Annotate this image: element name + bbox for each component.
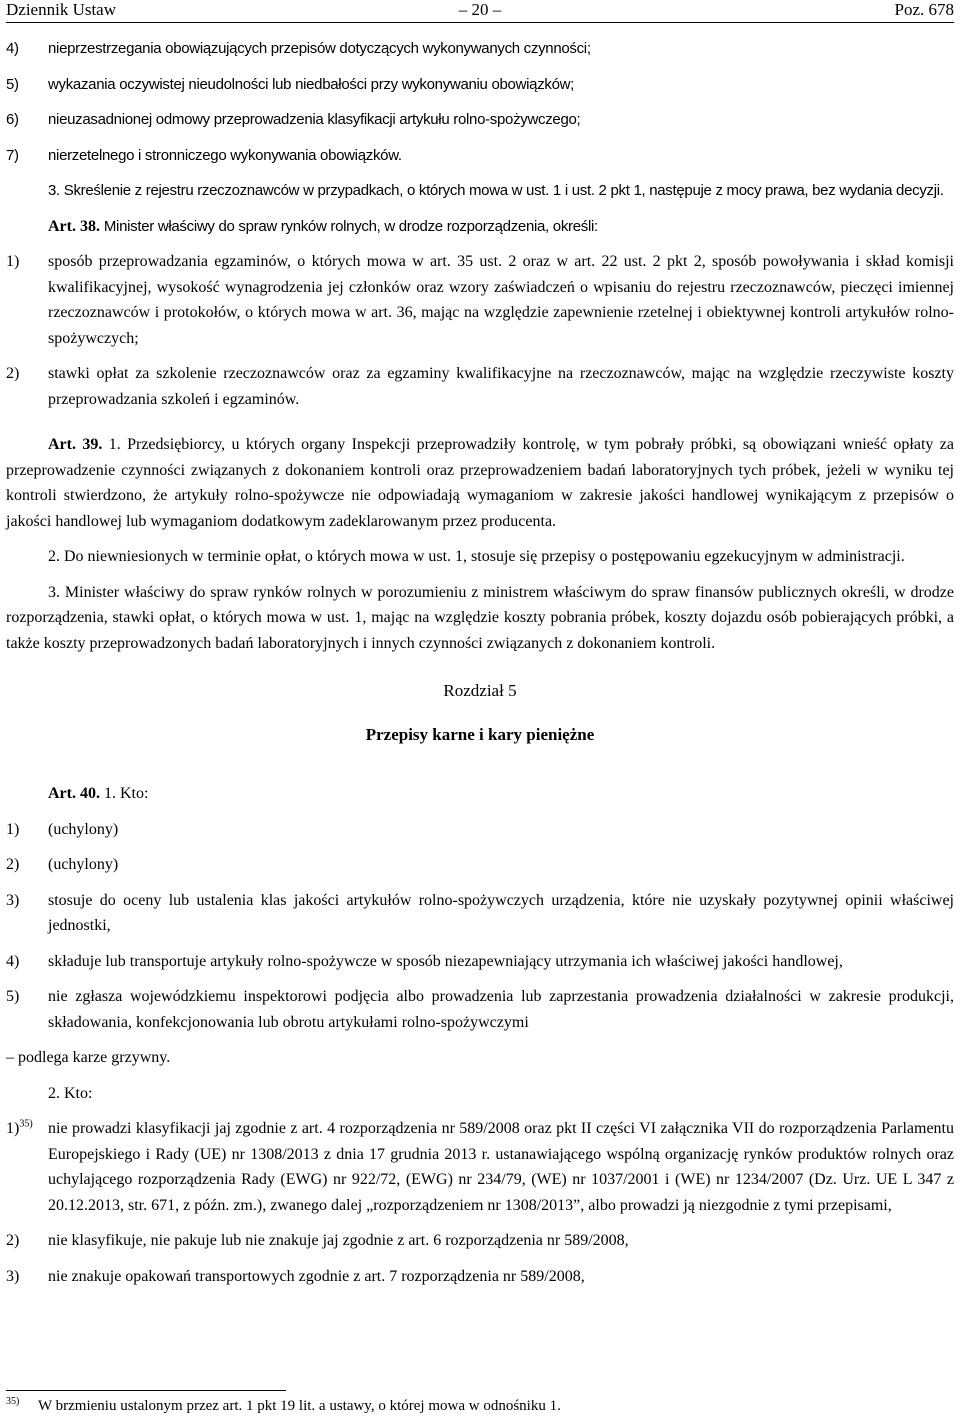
art37-paragraph-3: 3. Skreślenie z rejestru rzeczoznawców w przypadkach, o których mowa w ust. 1 i ust. 2 pkt 1, następuje z mocy prawa, bez wydania decyzji.	[48, 182, 944, 199]
chapter-number: Rozdział 5	[443, 681, 517, 700]
art39-paragraph-1: Art. 39. 1. Przedsiębiorcy, u których organy Inspekcji przeprowadziły kontrolę, w tym pobrały próbki, są obowiązani wnieść opłaty za przeprowadzenie czynności związanych z dokonaniem kontroli oraz przeprowadzeniem badań laboratoryjnych tych próbek, jeżeli w wyniku tej kontroli stwierdzono, że artykuły rolno-spożywcze nie odpowiadają wymaganiom w zakresie jakości handlowej wynikającym z przepisów o jakości handlowej lub wymaganiom dodatkowym zadeklarowanym przez producenta.	[6, 436, 955, 530]
footnote: 35) W brzmieniu ustalonym przez art. 1 pkt 19 lit. a ustawy, o której mowa w odnośniku 1.	[6, 1396, 954, 1416]
list-item: 6) nieuzasadnionej odmowy przeprowadzenia klasyfikacji artykułu rolno-spożywczego;	[6, 111, 581, 128]
list-item: 2) nie klasyfikuje, nie pakuje lub nie znakuje jaj zgodnie z art. 6 rozporządzenia nr 589/2008,	[6, 1232, 629, 1249]
list-item: 2) stawki opłat za szkolenie rzeczoznawców oraz za egzaminy kwalifikacyjne na rzeczoznawców, mając na względzie rzeczywiste koszty przeprowadzania szkoleń i egzaminów.	[6, 365, 954, 408]
list-item: 3) nie znakuje opakowań transportowych zgodnie z art. 7 rozporządzenia nr 589/2008,	[6, 1267, 585, 1285]
list-item: 4) nieprzestrzegania obowiązujących przepisów dotyczących wykonywanych czynności;	[6, 40, 591, 57]
position-number: Poz. 678	[894, 0, 954, 19]
penalty-clause: – podlega karze grzywny.	[6, 1049, 171, 1066]
journal-name: Dziennik Ustaw	[6, 0, 117, 19]
art40-paragraph-2-intro: 2. Kto:	[48, 1084, 93, 1102]
list-item: 1) (uchylony)	[6, 820, 119, 838]
art38-intro: Art. 38. Minister właściwy do spraw rynków rolnych, w drodze rozporządzenia, określi:	[48, 217, 598, 235]
list-item: 1) sposób przeprowadzania egzaminów, o których mowa w art. 35 ust. 2 oraz w art. 22 ust. 2 pkt 2, sposób powoływania i skład komisji kwalifikacyjnej, wysokość wynagrodzenia jej członków oraz wzory zaświadczeń o wpisaniu do rejestru rzeczoznawców, pieczęci imiennej rzeczoznawców i protokołów, o których mowa w art. 36, mając na względzie zapewnienie rzetelnej i obiektywnej kontroli artykułów rolno-spożywczych;	[6, 253, 954, 347]
art37-items	[6, 36, 954, 204]
list-item: 5) nie zgłasza wojewódzkiemu inspektorowi podjęcia albo prowadzenia lub zaprzestania prowadzenia działalności w zakresie produkcji, składowania, konfekcjonowania lub obrotu artykułami rolno-spożywczymi	[6, 988, 954, 1031]
page-header	[6, 0, 954, 23]
document-body	[6, 36, 954, 1289]
art39-paragraph-2: 2. Do niewniesionych w terminie opłat, o których mowa w ust. 1, stosuje się przepisy o postępowaniu egzekucyjnym w administracji.	[48, 548, 905, 565]
page-number: – 20 –	[458, 0, 502, 19]
footnote-separator	[6, 1390, 286, 1391]
list-item: 5) wykazania oczywistej nieudolności lub niedbałości przy wykonywaniu obowiązków;	[6, 75, 575, 93]
list-item: 2) (uchylony)	[6, 856, 119, 873]
art40-intro: Art. 40. 1. Kto:	[48, 785, 149, 802]
chapter-title: Przepisy karne i kary pieniężne	[365, 724, 595, 744]
list-item: 4) składuje lub transportuje artykuły rolno-spożywcze w sposób niezapewniający utrzymania ich właściwej jakości handlowej,	[6, 952, 843, 970]
list-item: 1)$^{35)}$ nie prowadzi klasyfikacji jaj zgodnie z art. 4 rozporządzenia nr 589/2008 oraz pkt II części VI załącznika VII do rozporządzenia Parlamentu Europejskiego i Rady (UE) nr 1308/2013 z dnia 17 grudnia 2013 r. ustanawiającego wspólną organizację rynków produktów rolnych oraz uchylającego rozporządzenia Rady (EWG) nr 922/72, (EWG) nr 234/79, (WE) nr 1037/2001 i (WE) nr 1234/2007 (Dz. Urz. UE L 347 z 20.12.2013, str. 671, z późn. zm.), zwanego dalej „rozporządzeniem nr 1308/2013”, albo prowadzi ją niezgodnie z tymi przepisami,	[6, 1118, 954, 1214]
footnote-text: W brzmieniu ustalonym przez art. 1 pkt 19 lit. a ustawy, o której mowa w odnośniku 1.	[38, 1398, 561, 1414]
list-item: 7) nierzetelnego i stronniczego wykonywania obowiązków.	[6, 146, 402, 164]
footnote-reference[interactable]: 35)	[19, 1118, 33, 1130]
art39-paragraph-3: 3. Minister właściwy do spraw rynków rolnych w porozumieniu z ministrem właściwym do spraw finansów publicznych określi, w drodze rozporządzenia, stawki opłat, o których mowa w ust. 1, mając na względzie koszty pobrania próbek, koszty dojazdu osób pobierających próbki, a także koszty przeprowadzonych badań laboratoryjnych i innych czynności związanych z dokonaniem kontroli.	[6, 583, 954, 652]
list-item: 3) stosuje do oceny lub ustalenia klas jakości artykułów rolno-spożywczych urządzenia, które nie uzyskały pozytywnej opinii właściwej jednostki,	[6, 891, 954, 934]
